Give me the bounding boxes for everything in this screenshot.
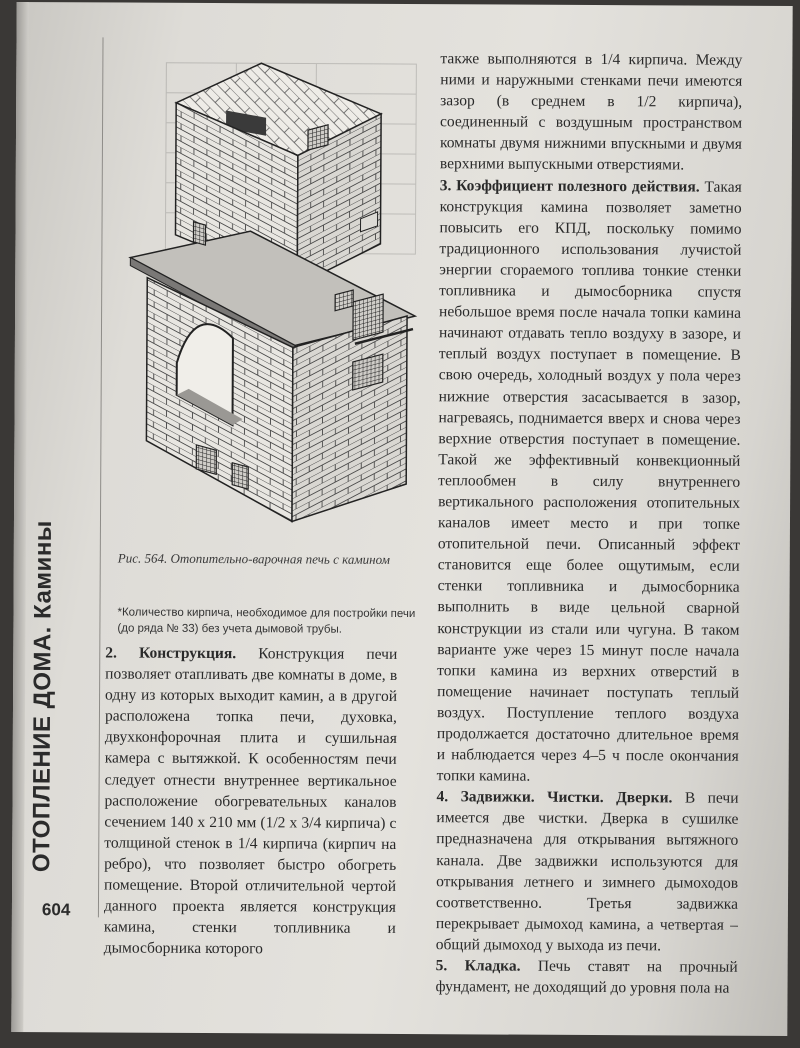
page-number: 604 (41, 900, 71, 920)
paragraph-efficiency (437, 175, 742, 788)
section-side-title: ОТОПЛЕНИЕ ДОМА. Камины (28, 520, 57, 873)
paragraph-construction (104, 642, 398, 960)
figure-caption: Рис. 564. Отопительно-варочная печь с камином (117, 550, 390, 567)
stove-illustration (114, 52, 427, 534)
text-construction: Конструкция печи позволяет отапливать две комнаты в доме, в одну из которых выходит камин, а в другой расположена топка печи, духовка, двухконфорочная плита и сушильная камера с вытяжкой. К особенностям печи следует отнести внутреннее вертикальное расположение обогревательных каналов сечением 140 х 210 мм (1/2 х 3/4 кирпича) с толщиной стенок в 1/4 кирпича (кирпич на ребро), что позволяет быстро обогреть помещение. Второй отличительной чертой данного проекта является конструкция камина, стенки топливника и дымосборника которого (103, 645, 398, 958)
text-masonry: Печь ставят на прочный фундамент, не доходящий до уровня пола на (435, 957, 738, 997)
book-page (11, 2, 792, 1036)
heading-efficiency: 3. Коэффициент полезного действия. (439, 176, 700, 196)
text-dampers: В печи имеется две чистки. Дверка в сушилке предназначена для открывания вытяжного канала. Две задвижки используются для открывания летнего и зимнего дымоходов соответственно. Третья задвижка перекрывает дымоход камина, а четвертая – общий дымоход у выхода из печи. (435, 789, 739, 955)
heading-dampers: 4. Задвижки. Чистки. Дверки. (436, 788, 673, 807)
paragraph-dampers (436, 786, 739, 956)
left-column (104, 642, 398, 960)
right-column (435, 48, 742, 999)
paragraph-continuation: также выполняются в 1/4 кирпича. Между ними и наружными стенками печи имеются зазор (в среднем в 1/2 кирпича), соединенный с воздушным пространством комнаты двумя нижними впускными и двумя верхними выпускными отверстиями. (439, 50, 743, 174)
vertical-rule (98, 37, 104, 917)
paragraph-masonry (435, 955, 737, 999)
figure-footnote: *Количество кирпича, необходимое для постройки печи (до ряда № 33) без учета дымовой трубы. (117, 606, 416, 636)
text-efficiency: Такая конструкция камина позволяет заметно повысить его КПД, поскольку помимо традиционного использования лучистой энергии сгораемого топлива тонкие стенки топливника и дымосборника спустя небольшое время после начала топки камина начинают отдавать тепло воздуху в зазоре, и теплый воздух поступает в помещение. В свою очередь, холодный воздух у пола через нижние отверстия засасывается в зазор, нагреваясь, поднимается вверх и снова через верхние отверстия поступает в помещение. Такой же эффективный конвекционный теплообмен в силу внутреннего вертикального расположения отопительных каналов имеет место и при топке отопительной печи. Описанный эффект становится еще более ощутимым, если стенки топливника и дымосборника выполнить в виде цельной сварной конструкции из стали или чугуна. В таком варианте уже через 15 минут после начала топки камина из верхних отверстий в помещение начинает поступать теплый воздух. Поступление теплого воздуха продолжается достаточно длительное время и наблюдается через 4–5 ч после окончания топки камина. (436, 178, 742, 785)
heading-masonry: 5. Кладка. (435, 957, 521, 975)
heading-construction: 2. Конструкция. (105, 644, 237, 663)
